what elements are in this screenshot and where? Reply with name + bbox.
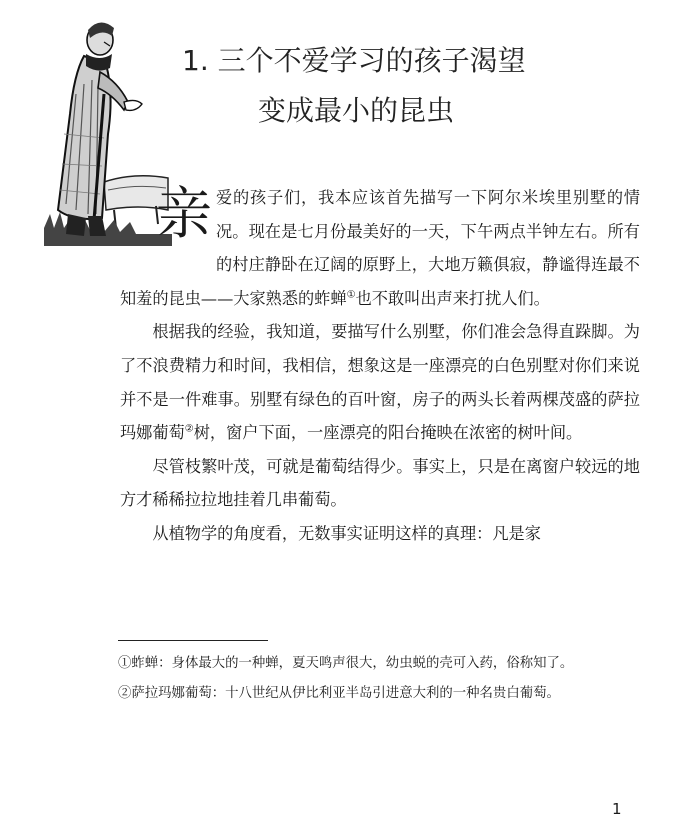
paragraph-4: 从植物学的角度看，无数事实证明这样的真理：凡是家 bbox=[152, 523, 541, 543]
chapter-title-line-2: 变成最小的昆虫 bbox=[258, 94, 455, 127]
page-number: 1 bbox=[612, 800, 622, 818]
paragraph-3: 尽管枝繁叶茂，可就是葡萄结得少。事实上，只是在离窗户较远的地方才稀稀拉拉地挂着几串葡萄。 bbox=[120, 456, 640, 510]
chapter-title bbox=[176, 36, 656, 136]
footnote-divider bbox=[118, 640, 268, 641]
paragraph-1-text: 爱的孩子们，我本应该首先描写一下阿尔米埃里别墅的情况。现在是七月份最美好的一天，下午两点半钟左右。所有的村庄静卧在辽阔的原野上，大地万籁俱寂，静谧得连最不知羞的昆虫——大家熟悉的蚱蝉 bbox=[120, 188, 640, 308]
paragraph-2-text-a: 根据我的经验，我知道，要描写什么别墅，你们准会急得直跺脚。为了不浪费精力和时间，我相信，想象这是一座漂亮的白色别墅对你们来说并不是一件难事。别墅有绿色的百叶窗，房子的两头长着两棵茂盛的萨拉玛娜葡萄 bbox=[120, 322, 640, 443]
footnote-ref-1[interactable]: ① bbox=[346, 289, 356, 301]
paragraph-2-text-b: 树，窗户下面，一座漂亮的阳台掩映在浓密的树叶间。 bbox=[193, 423, 583, 443]
chapter-title-line-1: 1. 三个不爱学习的孩子渴望 bbox=[182, 44, 526, 77]
paragraph-1-end: 也不敢叫出声来打扰人们。 bbox=[355, 288, 550, 308]
drop-cap: 亲 bbox=[156, 182, 212, 247]
footnote-ref-2[interactable]: ② bbox=[184, 423, 194, 435]
footnote-1: ①蚱蝉：身体最大的一种蝉，夏天鸣声很大，幼虫蜕的壳可入药，俗称知了。 bbox=[118, 656, 574, 671]
footnotes bbox=[118, 650, 648, 710]
paragraph-1 bbox=[120, 181, 640, 315]
paragraph-2 bbox=[120, 315, 640, 449]
footnote-2: ②萨拉玛娜葡萄：十八世纪从伊比利亚半岛引进意大利的一种名贵白葡萄。 bbox=[118, 686, 560, 701]
body-text bbox=[120, 181, 640, 551]
